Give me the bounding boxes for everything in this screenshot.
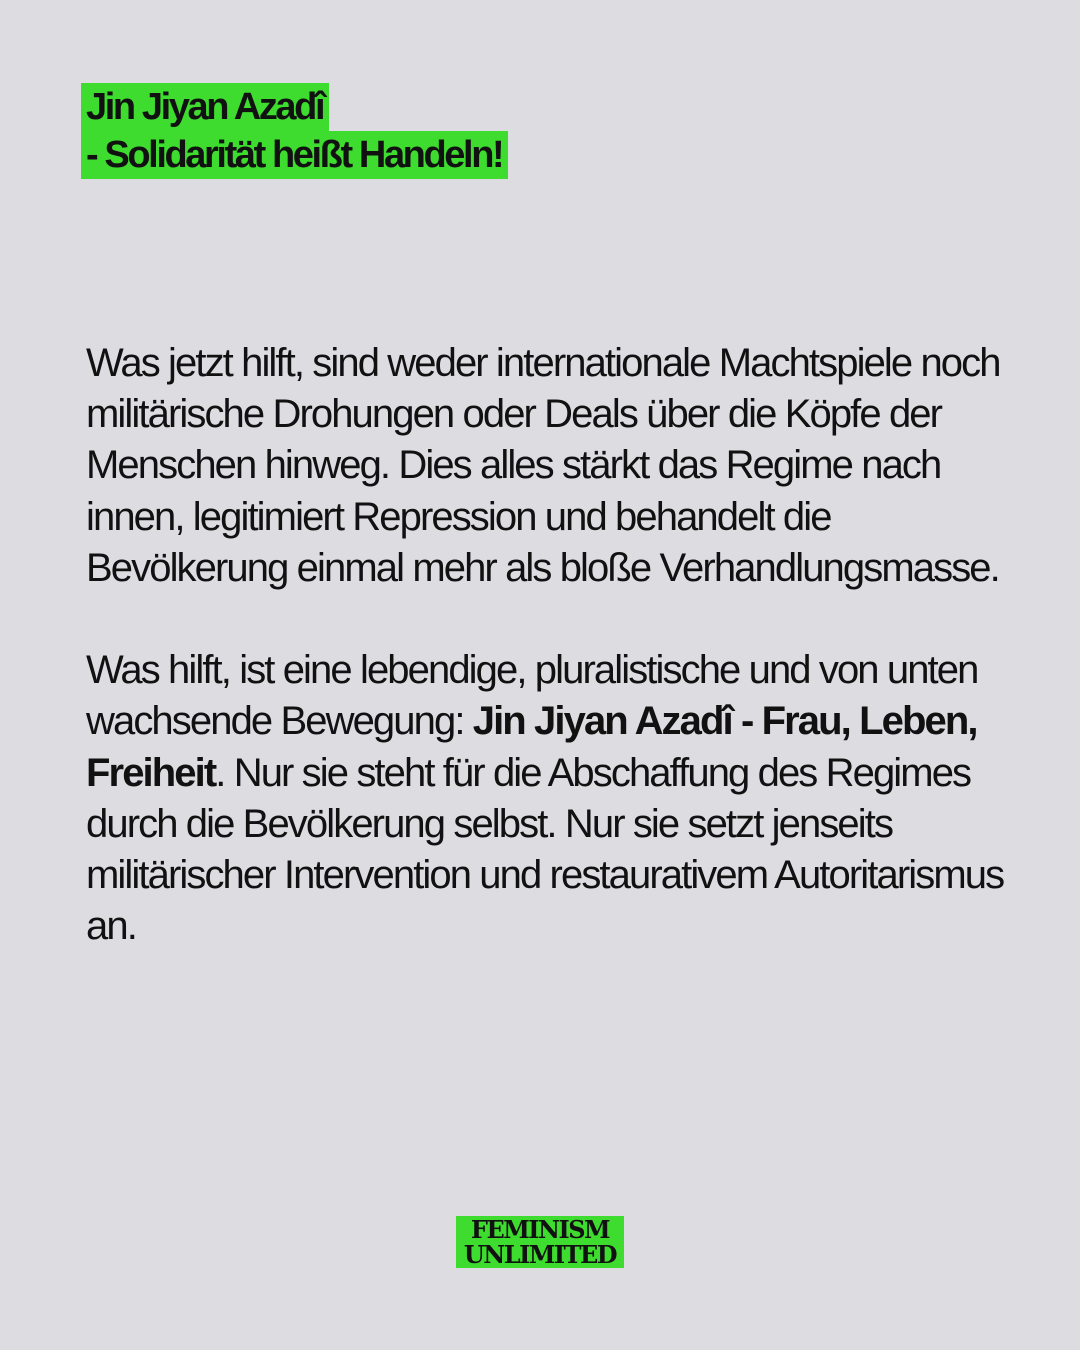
logo-line-2: UNLIMITED: [463, 1240, 617, 1269]
feminism-unlimited-logo: [456, 1216, 624, 1268]
paragraph-2-rest: . Nur sie steht für die Abschaffung des Regimes durch die Bevölkerung selbst. Nur sie setzt jenseits militärischer Intervention und restaurativem Autoritarismus an.: [86, 750, 1004, 949]
paragraph-2-intro: Was hilft, ist eine lebendige, pluralistische und von unten wachsende Bewegung:: [86, 648, 978, 744]
body-text: [86, 338, 1026, 952]
paragraph-1: Was jetzt hilft, sind weder internationale Machtspiele noch militärische Drohungen oder Deals über die Köpfe der Menschen hinweg. Dies alles stärkt das Regime nach innen, legitimiert Repression und behandelt die Bevölkerung einmal mehr als bloße Verhandlungsmasse.: [86, 341, 1000, 590]
headline: [81, 83, 508, 179]
headline-line-1: Jin Jiyan Azadî: [81, 83, 329, 131]
headline-line-2: - Solidarität heißt Handeln!: [81, 131, 508, 179]
paragraph-2-bold-slogan: Jin Jiyan Azadî - Frau, Leben, Freiheit: [86, 699, 977, 795]
paragraph-2: [86, 645, 1026, 952]
logo-line-1: FEMINISM: [470, 1215, 610, 1244]
